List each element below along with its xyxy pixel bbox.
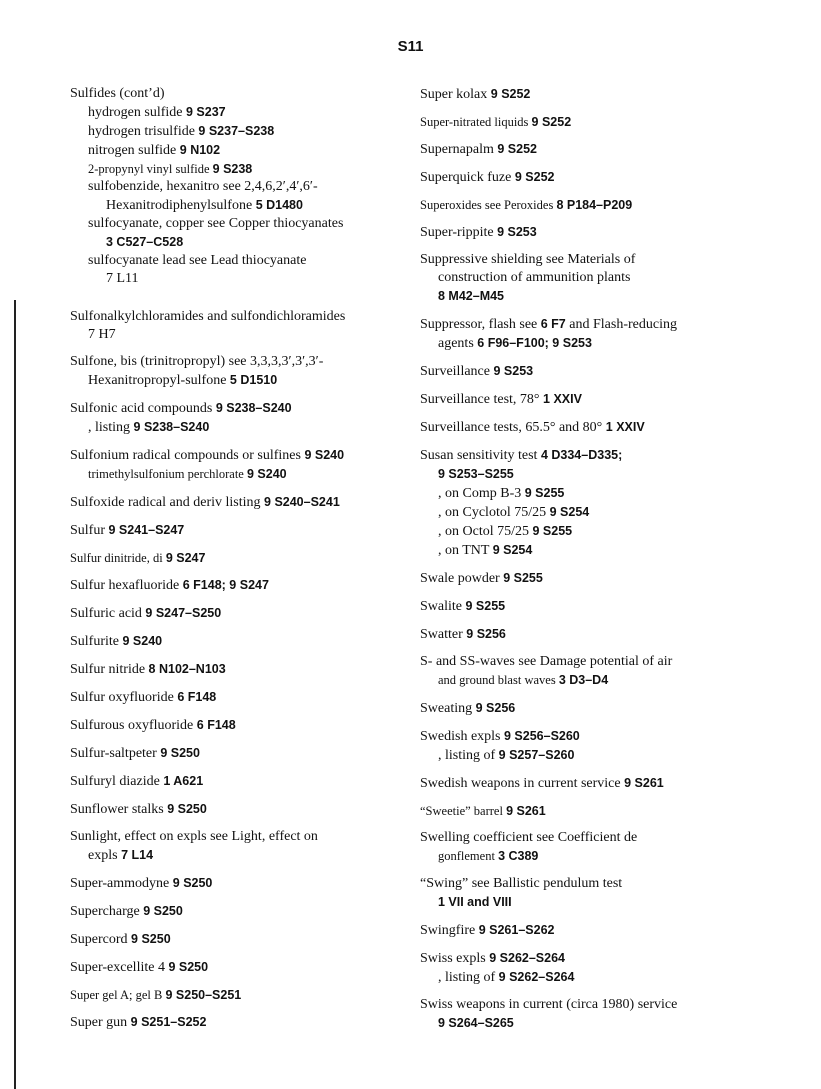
index-entry: “Sweetie” barrel 9 S261 [420, 804, 546, 818]
sub-entry-sulfobenzide-cont: Hexanitrodiphenylsulfone 5 D1480 [106, 198, 303, 213]
index-entry-swelling-coefficient: Swelling coefficient see Coefficient de gonflement 3 C389 [420, 830, 638, 863]
index-column-left [70, 85, 405, 1041]
index-entry: Super-ammodyne 9 S250 [70, 876, 213, 891]
sub-entry-sulfocyanate-lead-ref: 7 L11 [106, 271, 139, 286]
index-entry: Sulfur-saltpeter 9 S250 [70, 746, 200, 761]
index-entry: Swale powder 9 S255 [420, 571, 543, 586]
index-entry: Superoxides see Peroxides 8 P184–P209 [420, 198, 633, 212]
index-entry-sulfone: Sulfone, bis (trinitropropyl) see 3,3,3,3′,3′,3′- Hexanitropropyl-sulfone 5 D1510 [70, 354, 324, 388]
index-entry-susan-test: Susan sensitivity test 4 D334–D335; 9 S253–S255 [420, 448, 623, 481]
sub-entry-sulfocyanate-copper-ref: 3 C527–C528 [106, 235, 184, 249]
index-entry-suppressor-flash: Suppressor, flash see 6 F7 and Flash-reducing agents 6 F96–F100; 9 S253 [420, 317, 677, 351]
sub-entry-susan-tnt: , on TNT 9 S254 [438, 543, 533, 558]
index-entry: Swedish weapons in current service 9 S261 [420, 776, 664, 791]
index-entry-swiss-expls: Swiss expls 9 S262–S264 , listing of 9 S262–S264 [420, 951, 575, 985]
index-entry: Super gun 9 S251–S252 [70, 1015, 207, 1030]
index-entry: Sunflower stalks 9 S250 [70, 802, 207, 817]
sub-entry-nitrogen-sulfide: nitrogen sulfide 9 N102 [88, 143, 221, 158]
index-entry-sulfonic-acid: Sulfonic acid compounds 9 S238–S240 , listing 9 S238–S240 [70, 401, 292, 435]
index-entry-swedish-expls: Swedish expls 9 S256–S260 , listing of 9 S257–S260 [420, 729, 580, 763]
index-entry: Super kolax 9 S252 [420, 87, 531, 102]
index-entry-swingfire: Swingfire 9 S261–S262 [420, 923, 555, 938]
index-entry: Super-rippite 9 S253 [420, 225, 537, 240]
index-entry: Swatter 9 S256 [420, 627, 506, 642]
index-entry-s-waves: S- and SS-waves see Damage potential of air and ground blast waves 3 D3–D4 [420, 654, 673, 687]
index-entry: Superquick fuze 9 S252 [420, 170, 555, 185]
index-entry: Supernapalm 9 S252 [420, 142, 537, 157]
index-entry-sulfides: Sulfides (cont’d) [70, 86, 165, 101]
index-entry: Sulfur oxyfluoride 6 F148 [70, 690, 217, 705]
index-entry: Sulfoxide radical and deriv listing 9 S240–S241 [70, 495, 340, 510]
index-entry-sunlight: Sunlight, effect on expls see Light, effect on expls 7 L14 [70, 829, 318, 863]
sub-entry-sulfobenzide: sulfobenzide, hexanitro see 2,4,6,2′,4′,6′- [88, 179, 318, 194]
index-entry-sulfonalkylchloramides: Sulfonalkylchloramides and sulfondichloramides 7 H7 [70, 309, 346, 342]
index-entry: Swalite 9 S255 [420, 599, 506, 614]
sub-entry-susan-octol: , on Octol 75/25 9 S255 [438, 524, 573, 539]
index-entry: Sulfuric acid 9 S247–S250 [70, 606, 222, 621]
index-entry: Sulfur nitride 8 N102–N103 [70, 662, 226, 677]
index-entry: Sulfur dinitride, di 9 S247 [70, 551, 206, 565]
index-entry: Sulfur 9 S241–S247 [70, 523, 185, 538]
index-entry: Sulfur hexafluoride 6 F148; 9 S247 [70, 578, 269, 593]
index-entry: Surveillance test, 78° 1 XXIV [420, 392, 582, 407]
sub-entry-propynyl-vinyl-sulfide: 2-propynyl vinyl sulfide 9 S238 [88, 162, 253, 176]
sub-entry-susan-cyclotol: , on Cyclotol 75/25 9 S254 [438, 505, 590, 520]
index-entry: Surveillance tests, 65.5° and 80° 1 XXIV [420, 420, 645, 435]
sub-entry-susan-comp-b3: , on Comp B-3 9 S255 [438, 486, 565, 501]
index-entry: Supercord 9 S250 [70, 932, 171, 947]
index-column-right [420, 85, 795, 1042]
sub-entry-hydrogen-sulfide: hydrogen sulfide 9 S237 [88, 105, 226, 120]
sub-entry-hydrogen-trisulfide: hydrogen trisulfide 9 S237–S238 [88, 124, 275, 139]
index-entry: Surveillance 9 S253 [420, 364, 534, 379]
index-entry: Supercharge 9 S250 [70, 904, 183, 919]
index-entry: Super gel A; gel B 9 S250–S251 [70, 988, 242, 1002]
index-entry-suppressive-shielding: Suppressive shielding see Materials of construction of ammunition plants 8 M42–M45 [420, 252, 636, 303]
index-entry: Sulfuryl diazide 1 A621 [70, 774, 204, 789]
page-number: S11 [397, 38, 424, 55]
index-entry-swiss-weapons: Swiss weapons in current (circa 1980) service 9 S264–S265 [420, 997, 678, 1030]
index-entry-sweating: Sweating 9 S256 [420, 701, 516, 716]
index-entry-swing: “Swing” see Ballistic pendulum test 1 VII and VIII [420, 876, 623, 909]
sub-entry-sulfocyanate-lead: sulfocyanate lead see Lead thiocyanate [88, 253, 307, 268]
scan-edge-line [14, 300, 16, 1089]
index-entry: Super-excellite 4 9 S250 [70, 960, 209, 975]
sub-entry-sulfocyanate-copper: sulfocyanate, copper see Copper thiocyanates [88, 216, 344, 231]
index-entry: Super-nitrated liquids 9 S252 [420, 115, 572, 129]
index-entry-sulfonium: Sulfonium radical compounds or sulfines 9 S240 trimethylsulfonium perchlorate 9 S240 [70, 448, 345, 481]
index-entry: Sulfurite 9 S240 [70, 634, 163, 649]
index-entry: Sulfurous oxyfluoride 6 F148 [70, 718, 236, 733]
